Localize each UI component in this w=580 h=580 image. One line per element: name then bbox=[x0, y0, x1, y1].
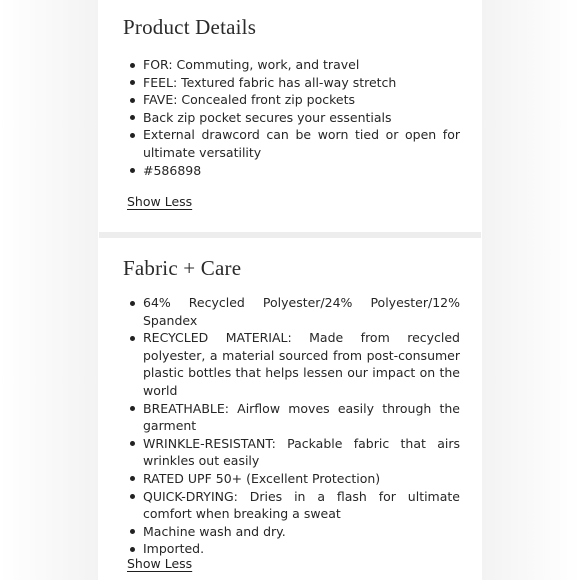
product-details-show-less-link[interactable]: Show Less bbox=[127, 194, 193, 209]
right-background-margin bbox=[482, 0, 580, 580]
list-item: RATED UPF 50+ (Excellent Protection) bbox=[143, 470, 460, 488]
product-details-card bbox=[99, 0, 481, 232]
list-item: WRINKLE-RESISTANT: Packable fabric that airs wrinkles out easily bbox=[143, 435, 460, 469]
fabric-care-show-less-link[interactable]: Show Less bbox=[127, 556, 193, 571]
fabric-care-title: Fabric + Care bbox=[123, 256, 242, 280]
list-item: Machine wash and dry. bbox=[143, 523, 460, 541]
list-item: 64% Recycled Polyester/24% Polyester/12% Spandex bbox=[143, 295, 460, 328]
list-item: External drawcord can be worn tied or open for ultimate versatility bbox=[143, 127, 460, 160]
list-item: BREATHABLE: Airflow moves easily through the garment bbox=[143, 400, 460, 434]
list-item: RECYCLED MATERIAL: Made from recycled polyester, a material sourced from post-consumer plastic bottles that helps lessen our impact on the world bbox=[143, 330, 460, 398]
list-item: #586898 bbox=[143, 162, 460, 180]
list-item: Imported. bbox=[143, 540, 460, 558]
list-item: QUICK-DRYING: Dries in a flash for ultimate comfort when breaking a sweat bbox=[143, 488, 460, 522]
product-details-title: Product Details bbox=[123, 15, 257, 39]
list-item: FAVE: Concealed front zip pockets bbox=[143, 91, 460, 109]
product-info-column bbox=[99, 0, 481, 580]
list-item: FEEL: Textured fabric has all-way stretch bbox=[143, 74, 460, 92]
fabric-care-card bbox=[99, 238, 481, 580]
left-background-margin bbox=[0, 0, 98, 580]
list-item: Back zip pocket secures your essentials bbox=[143, 109, 460, 127]
fabric-care-list bbox=[143, 294, 460, 558]
product-details-list bbox=[143, 56, 460, 179]
list-item: FOR: Commuting, work, and travel bbox=[143, 56, 460, 74]
